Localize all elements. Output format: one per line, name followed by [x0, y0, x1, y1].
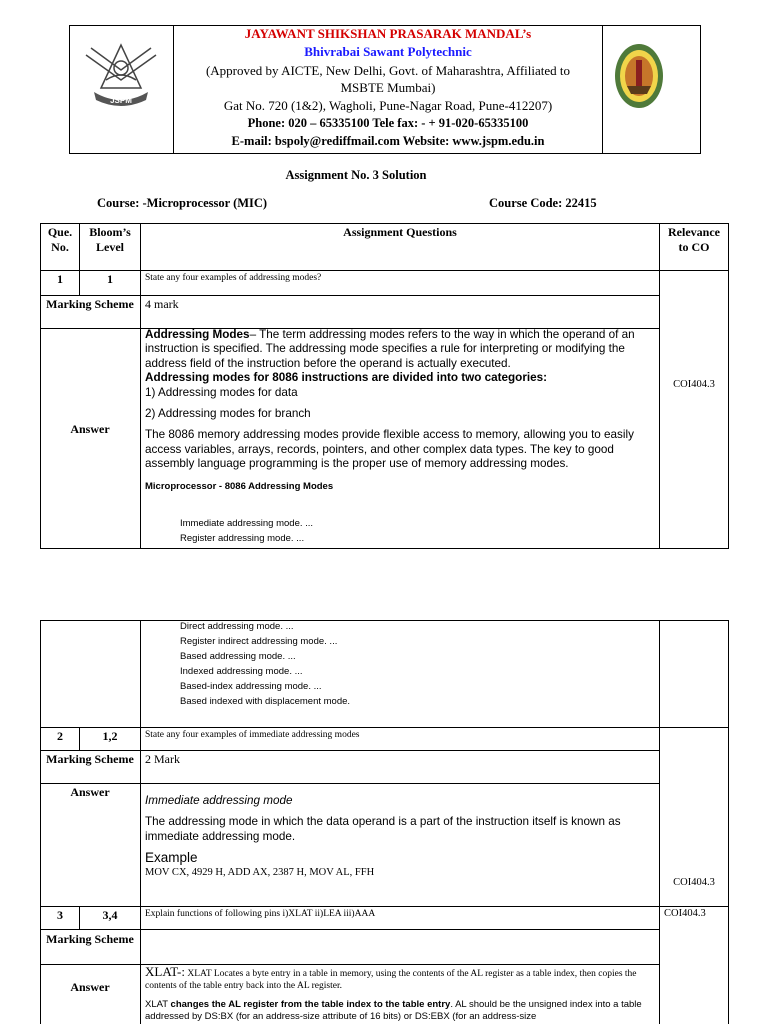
phone-line: Phone: 020 – 65335100 Tele fax: - + 91-020-65335100 [247, 116, 529, 130]
q2-co: COI404.3 [673, 877, 715, 888]
q1-marks: 4 mark [145, 297, 179, 311]
approval-line-2: MSBTE Mumbai) [340, 80, 436, 95]
email-line: E-mail: bspoly@rediffmail.com Website: www.jspm.edu.in [231, 134, 545, 148]
mode-item: Immediate addressing mode. ... [180, 518, 314, 529]
approval-line-1: (Approved by AICTE, New Delhi, Govt. of Maharashtra, Affiliated to [205, 63, 571, 78]
q2-question: State any four examples of immediate addressing modes [145, 730, 360, 740]
mode-item: Direct addressing mode. ... [180, 621, 294, 632]
q1-ans-para-2: The 8086 memory addressing modes provide flexible access to memory, allowing you to easily access variables, arrays, records, pointers, and other complex data types. The key to good assembly language programming is the proper use of memory addressing modes. [145, 428, 634, 471]
q3-xlat-para-2-pre: XLAT [145, 999, 171, 1010]
q3-answer-body [145, 966, 657, 1023]
q1-co: COI404.3 [673, 379, 715, 390]
q3-marking-label: Marking Scheme [46, 932, 134, 946]
col-head-blooms: Bloom’s Level [89, 225, 131, 254]
q1-answer-body [145, 328, 657, 494]
q1-level: 1 [107, 272, 113, 286]
q3-xlat-para-2-post: . AL should be the unsigned index into a table addressed by DS:BX (for an address-size attribute of 16 bits) or DS:EBX (for an address-size [145, 999, 642, 1022]
institute-name: Bhivrabai Sawant Polytechnic [304, 44, 472, 59]
college-emblem-icon [613, 42, 665, 110]
mode-item: Based-index addressing mode. ... [180, 681, 322, 692]
q2-marking-label: Marking Scheme [46, 752, 134, 766]
q2-answer-label: Answer [70, 785, 110, 799]
mode-item: Register addressing mode. ... [180, 533, 305, 544]
q2-answer-body [145, 794, 657, 881]
q3-xlat-para-2-bold: changes the AL register from the table index to the table entry [170, 999, 451, 1010]
q2-ans-example: Example [145, 850, 198, 866]
q1-ans-list-1: 1) Addressing modes for data [145, 385, 298, 399]
q1-question: State any four examples of addressing modes? [145, 273, 322, 283]
mode-item: Based indexed with displacement mode. [180, 696, 351, 707]
q2-ans-para: The addressing mode in which the data operand is a part of the instruction itself is known as immediate addressing mode. [145, 815, 621, 843]
col-head-relevance: Relevance to CO [668, 225, 720, 254]
q3-answer-label: Answer [70, 980, 110, 994]
q2-marks: 2 Mark [145, 752, 180, 766]
q2-ans-title: Immediate addressing mode [145, 794, 293, 807]
q1-ans-heading: Addressing Modes [145, 328, 250, 341]
q3-xlat-para-1: XLAT Locates a byte entry in a table in memory, using the contents of the AL register as a table index, then copies the contents of the table entry back into the AL register. [145, 969, 637, 991]
q1-ans-subheading: Microprocessor - 8086 Addressing Modes [145, 480, 334, 492]
q2-ans-code: MOV CX, 4929 H, ADD AX, 2387 H, MOV AL, FFH [145, 867, 375, 879]
q1-marking-label: Marking Scheme [46, 297, 134, 311]
logo-lettering: JSPM [110, 96, 132, 105]
mode-item: Register indirect addressing mode. ... [180, 636, 338, 647]
assignment-title: Assignment No. 3 Solution [285, 168, 427, 182]
mode-item: Indexed addressing mode. ... [180, 666, 303, 677]
mode-item: Based addressing mode. ... [180, 651, 296, 662]
q1-number: 1 [57, 272, 63, 286]
jspm-logo-icon [76, 40, 166, 110]
q1-ans-para-1: – The term addressing modes refers to the way in which the operand of an instruction is specified. The addressing mode specifies a rule for interpreting or modifying the address field of the instruction before the operand is actually executed. [145, 328, 635, 370]
col-head-questions: Assignment Questions [343, 225, 457, 239]
course-name: Course: -Microprocessor (MIC) [97, 196, 268, 210]
q1-answer-label: Answer [70, 422, 110, 436]
q3-xlat-heading: XLAT-: [145, 964, 185, 979]
q3-question: Explain functions of following pins i)XLAT ii)LEA iii)AAA [145, 909, 376, 919]
q3-number: 3 [57, 908, 63, 922]
q1-ans-list-2: 2) Addressing modes for branch [145, 407, 311, 421]
q3-level: 3,4 [102, 908, 118, 922]
org-name: JAYAWANT SHIKSHAN PRASARAK MANDAL’s [244, 26, 532, 41]
col-head-que-no: Que. No. [47, 225, 73, 254]
course-code: Course Code: 22415 [489, 196, 597, 210]
q2-level: 1,2 [102, 729, 118, 743]
q1-ans-categories: Addressing modes for 8086 instructions are divided into two categories: [145, 371, 548, 385]
q3-co: COI404.3 [664, 908, 706, 919]
address-line: Gat No. 720 (1&2), Wagholi, Pune-Nagar Road, Pune-412207) [223, 98, 553, 113]
q2-number: 2 [57, 729, 63, 743]
